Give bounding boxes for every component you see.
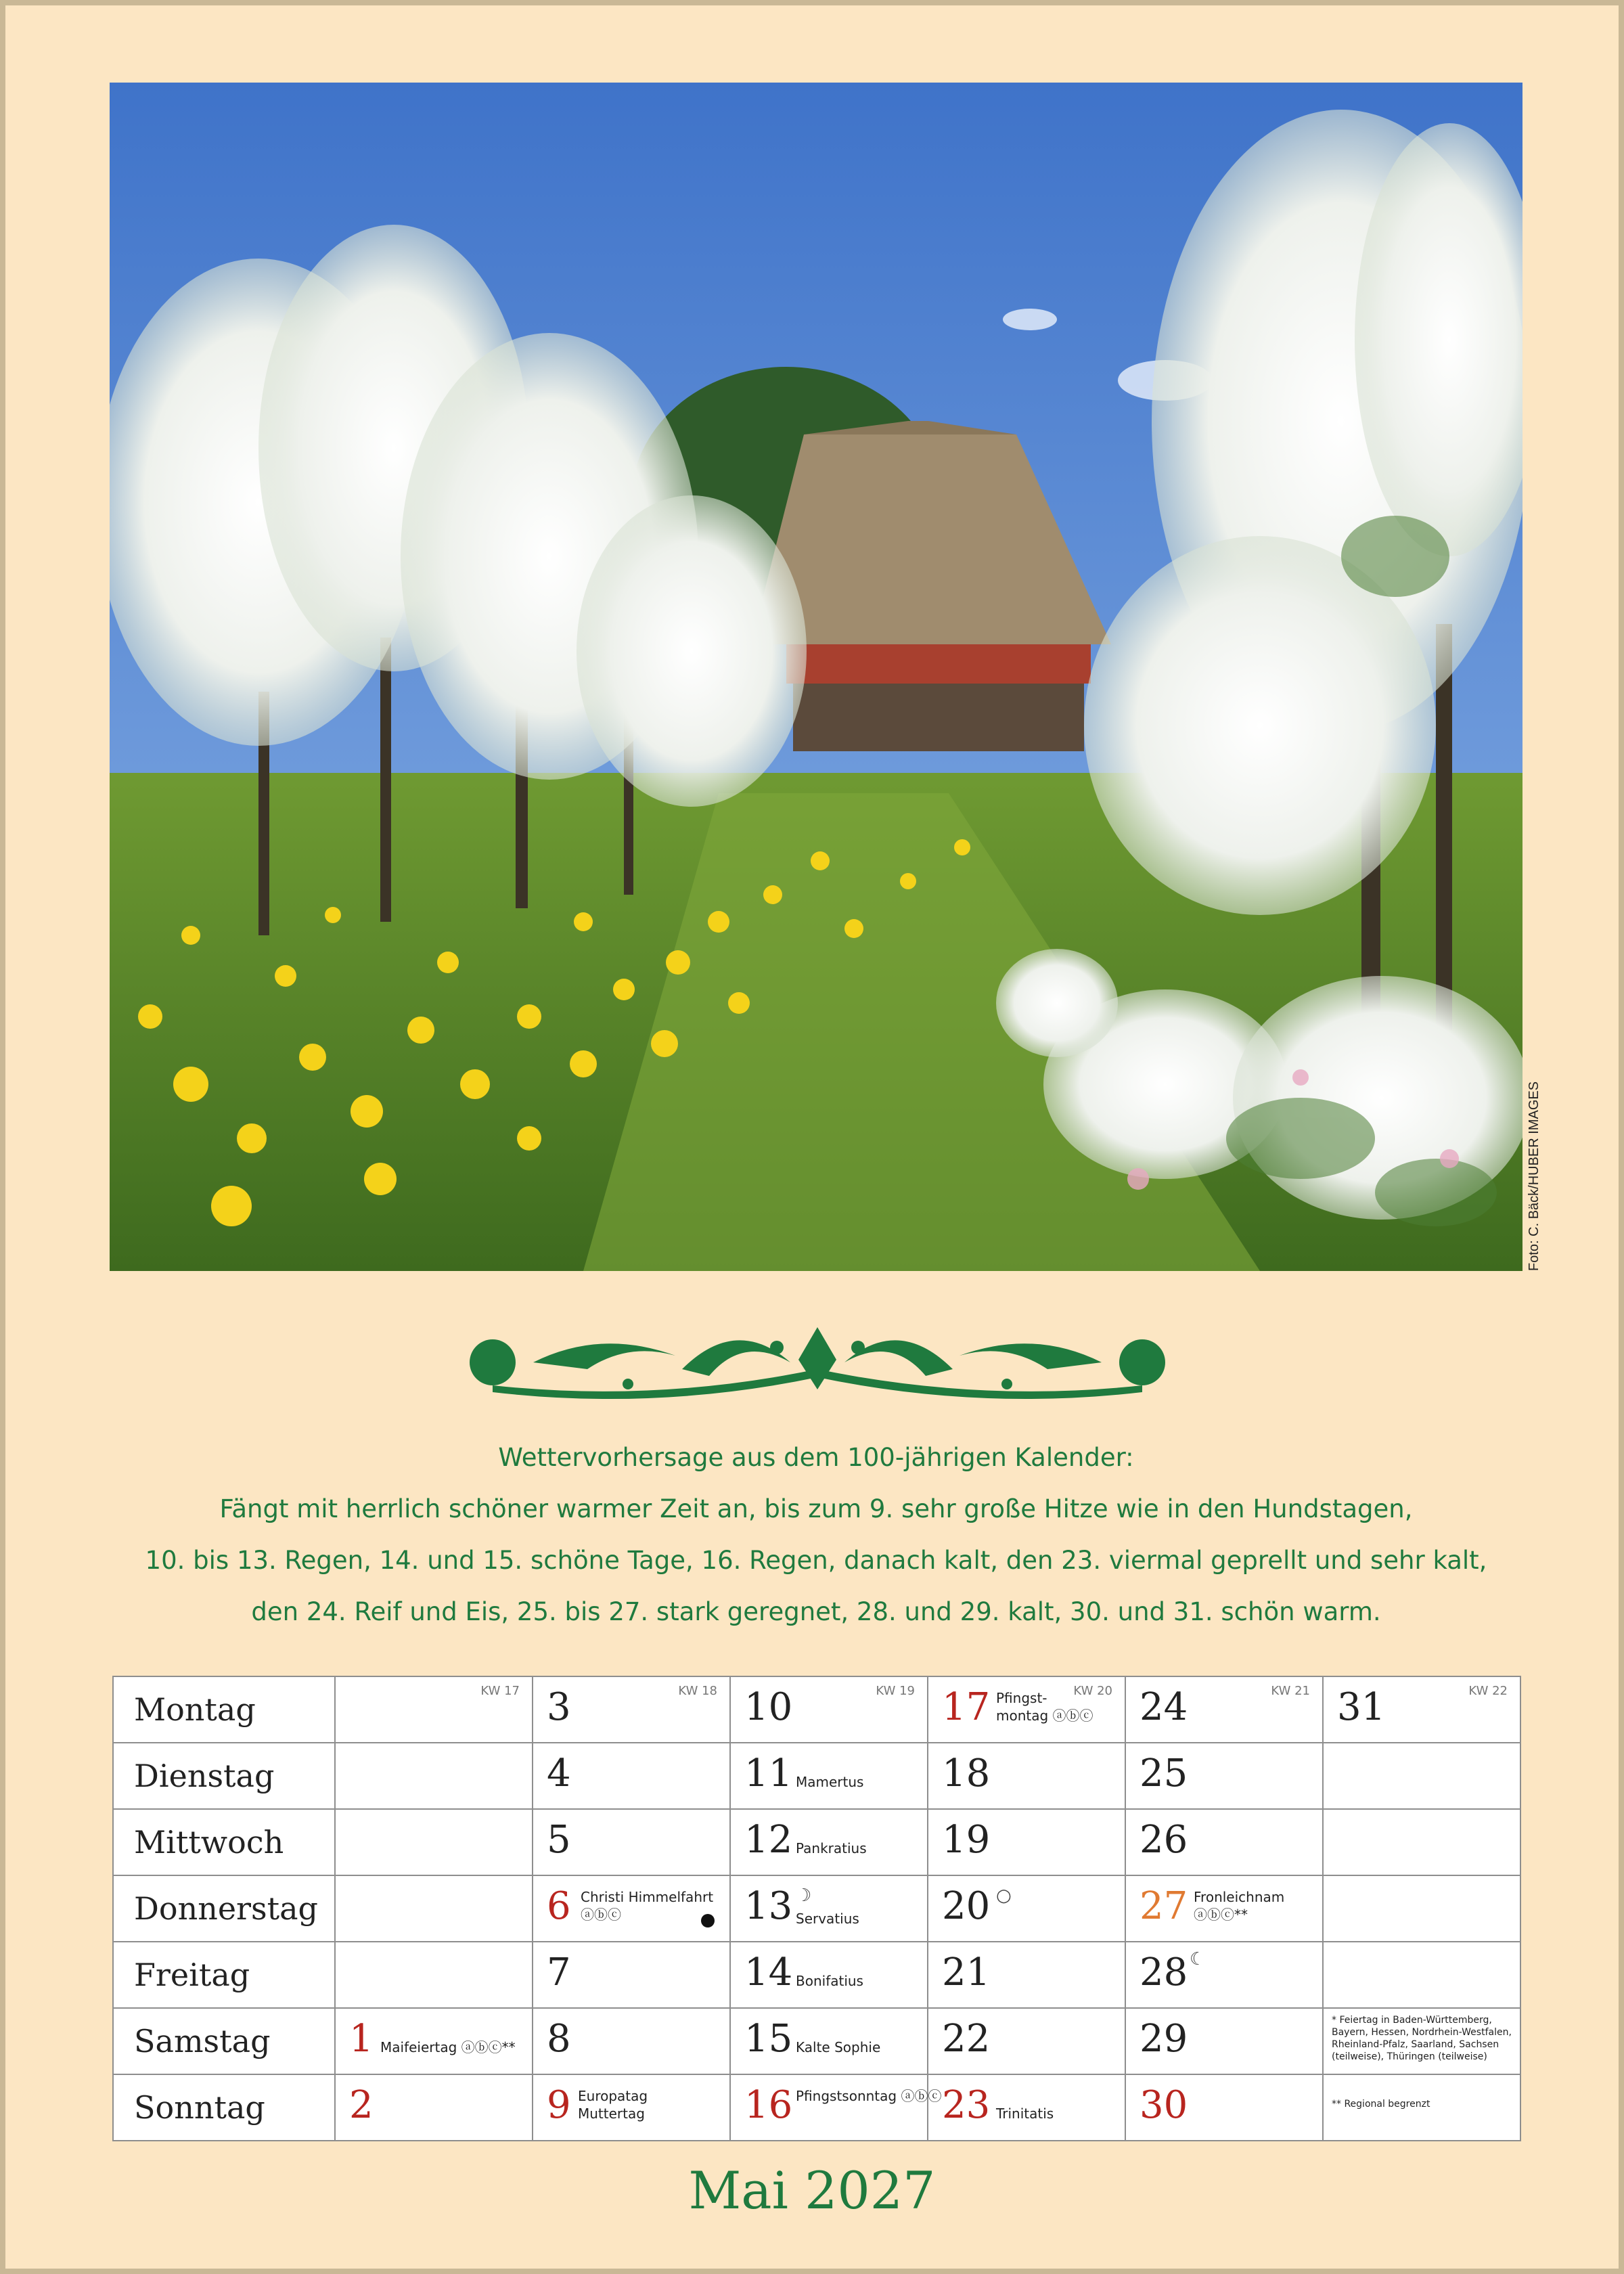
day-number: 26	[1140, 1818, 1188, 1862]
day-number: 7	[547, 1950, 571, 1994]
day-cell	[730, 1743, 928, 1809]
day-number: 14	[744, 1950, 793, 1994]
weekday-label: Donnerstag	[113, 1875, 335, 1942]
day-cell	[1323, 2008, 1520, 2074]
day-cell	[335, 1875, 533, 1942]
day-cell	[928, 1676, 1125, 1743]
day-cell	[335, 1743, 533, 1809]
footnote-holiday-states: * Feiertag in Baden-Württemberg, Bayern, Hessen, Nordrhein-Westfalen, Rheinland-Pfalz, Saarland, Sachsen (teilweise), Thüringen (teilweise)	[1332, 2015, 1512, 2062]
day-cell	[1125, 2074, 1323, 2141]
first-quarter-moon-icon: ☽	[796, 1886, 812, 1906]
day-number: 1	[349, 2017, 374, 2061]
weekday-label: Montag	[113, 1676, 335, 1743]
weather-forecast	[110, 1432, 1522, 1638]
week-row-thursday	[113, 1875, 1520, 1942]
day-cell	[533, 2074, 730, 2141]
week-number: KW 17	[480, 1684, 520, 1698]
day-number: 9	[547, 2083, 571, 2127]
day-number: 18	[942, 1752, 991, 1796]
saint-note: Servatius	[796, 1911, 859, 1927]
day-cell	[928, 1809, 1125, 1875]
day-number: 30	[1140, 2083, 1188, 2127]
day-number: 3	[547, 1685, 571, 1729]
saint-note: Pankratius	[796, 1840, 867, 1856]
day-cell	[335, 2008, 533, 2074]
day-number: 25	[1140, 1752, 1188, 1796]
week-number: KW 22	[1468, 1684, 1508, 1698]
day-number: 24	[1140, 1685, 1188, 1729]
week-row-monday	[113, 1676, 1520, 1743]
holiday-note: Fronleichnam ⓐⓑⓒ**	[1194, 1889, 1285, 1923]
day-cell	[730, 2074, 942, 2141]
week-number: KW 18	[678, 1684, 717, 1698]
forecast-line: den 24. Reif und Eis, 25. bis 27. stark geregnet, 28. und 29. kalt, 30. und 31. schön warm.	[251, 1597, 1381, 1626]
day-number: 28	[1140, 1950, 1188, 1994]
day-cell	[730, 1875, 928, 1942]
forecast-line: Fängt mit herrlich schöner warmer Zeit an, bis zum 9. sehr große Hitze wie in den Hundstagen,	[219, 1494, 1413, 1523]
calendar-page	[5, 5, 1619, 2269]
day-number: 11	[744, 1752, 793, 1796]
day-cell	[730, 1942, 928, 2008]
saint-note: Trinitatis	[996, 2105, 1054, 2122]
day-number: 21	[942, 1950, 991, 1994]
month-grid	[112, 1676, 1521, 2141]
holiday-note: Pfingst- montag ⓐⓑⓒ	[996, 1690, 1093, 1724]
week-number: KW 19	[876, 1684, 915, 1698]
day-number: 20	[942, 1884, 991, 1928]
ornament-divider	[452, 1322, 1183, 1410]
day-cell	[730, 1809, 928, 1875]
week-row-tuesday	[113, 1743, 1520, 1809]
holiday-note: Pfingstsonntag ⓐⓑⓒ	[796, 2088, 942, 2104]
day-cell	[533, 2008, 730, 2074]
day-cell	[533, 1809, 730, 1875]
day-number: 27	[1140, 1884, 1188, 1928]
day-cell	[730, 2008, 928, 2074]
day-cell	[928, 1875, 1125, 1942]
day-cell	[730, 1676, 928, 1743]
day-cell	[1323, 1809, 1520, 1875]
day-cell	[928, 2074, 1125, 2141]
holiday-note: Christi Himmelfahrt ⓐⓑⓒ	[581, 1889, 714, 1923]
week-row-sunday	[113, 2074, 1520, 2141]
weekday-label: Freitag	[113, 1942, 335, 2008]
holiday-note: Maifeiertag ⓐⓑⓒ**	[380, 2039, 516, 2055]
week-row-wednesday	[113, 1809, 1520, 1875]
day-cell	[335, 2074, 533, 2141]
day-number: 15	[744, 2017, 793, 2061]
day-cell	[335, 1676, 533, 1743]
last-quarter-moon-icon: ☾	[1190, 1949, 1206, 1969]
week-row-saturday	[113, 2008, 1520, 2074]
day-cell	[1125, 1743, 1323, 1809]
weekday-label: Samstag	[113, 2008, 335, 2074]
saint-note: Kalte Sophie	[796, 2039, 881, 2055]
day-cell	[1125, 2008, 1323, 2074]
day-number: 10	[744, 1685, 793, 1729]
day-cell	[928, 2008, 1125, 2074]
day-number: 17	[942, 1685, 991, 1729]
day-number: 22	[942, 2017, 991, 2061]
month-title: Mai 2027	[688, 2160, 936, 2221]
day-number: 12	[744, 1818, 793, 1862]
holiday-note: Europatag Muttertag	[578, 2088, 648, 2122]
day-cell	[1323, 1676, 1520, 1743]
week-number: KW 21	[1271, 1684, 1310, 1698]
day-number: 8	[547, 2017, 571, 2061]
weekday-label: Sonntag	[113, 2074, 335, 2141]
footnote-regional: ** Regional begrenzt	[1332, 2099, 1430, 2110]
day-cell	[533, 1743, 730, 1809]
day-cell	[928, 1942, 1125, 2008]
photo-credit: Foto: C. Bäck/HUBER IMAGES	[1527, 1081, 1541, 1271]
day-cell	[335, 1809, 533, 1875]
day-cell	[335, 1942, 533, 2008]
day-cell	[1323, 1875, 1520, 1942]
day-cell	[1125, 1942, 1323, 2008]
day-number: 29	[1140, 2017, 1188, 2061]
day-number: 31	[1337, 1685, 1386, 1729]
day-number: 13	[744, 1884, 793, 1928]
day-number: 5	[547, 1818, 571, 1862]
day-cell	[533, 1676, 730, 1743]
day-number: 23	[942, 2083, 991, 2127]
day-number: 16	[744, 2083, 793, 2127]
day-number: 6	[547, 1884, 571, 1928]
day-cell	[928, 1743, 1125, 1809]
forecast-line: 10. bis 13. Regen, 14. und 15. schöne Tage, 16. Regen, danach kalt, den 23. viermal geprellt und sehr kalt,	[145, 1546, 1487, 1575]
day-cell	[533, 1942, 730, 2008]
day-cell	[1125, 1676, 1323, 1743]
day-cell	[1323, 1942, 1520, 2008]
forecast-heading: Wettervorhersage aus dem 100-jährigen Kalender:	[498, 1443, 1134, 1472]
landscape-photo	[110, 83, 1522, 1271]
day-cell	[533, 1875, 730, 1942]
week-number: KW 20	[1073, 1684, 1112, 1698]
new-moon-icon	[701, 1914, 715, 1927]
weekday-label: Dienstag	[113, 1743, 335, 1809]
week-row-friday	[113, 1942, 1520, 2008]
saint-note: Mamertus	[796, 1774, 864, 1790]
day-cell	[1125, 1809, 1323, 1875]
saint-note: Bonifatius	[796, 1973, 863, 1989]
day-cell	[1323, 2074, 1520, 2141]
day-number: 19	[942, 1818, 991, 1862]
day-cell	[1125, 1875, 1323, 1942]
weekday-label: Mittwoch	[113, 1809, 335, 1875]
day-number: 2	[349, 2083, 374, 2127]
full-moon-icon: ○	[996, 1886, 1012, 1906]
day-number: 4	[547, 1752, 571, 1796]
day-cell	[1323, 1743, 1520, 1809]
